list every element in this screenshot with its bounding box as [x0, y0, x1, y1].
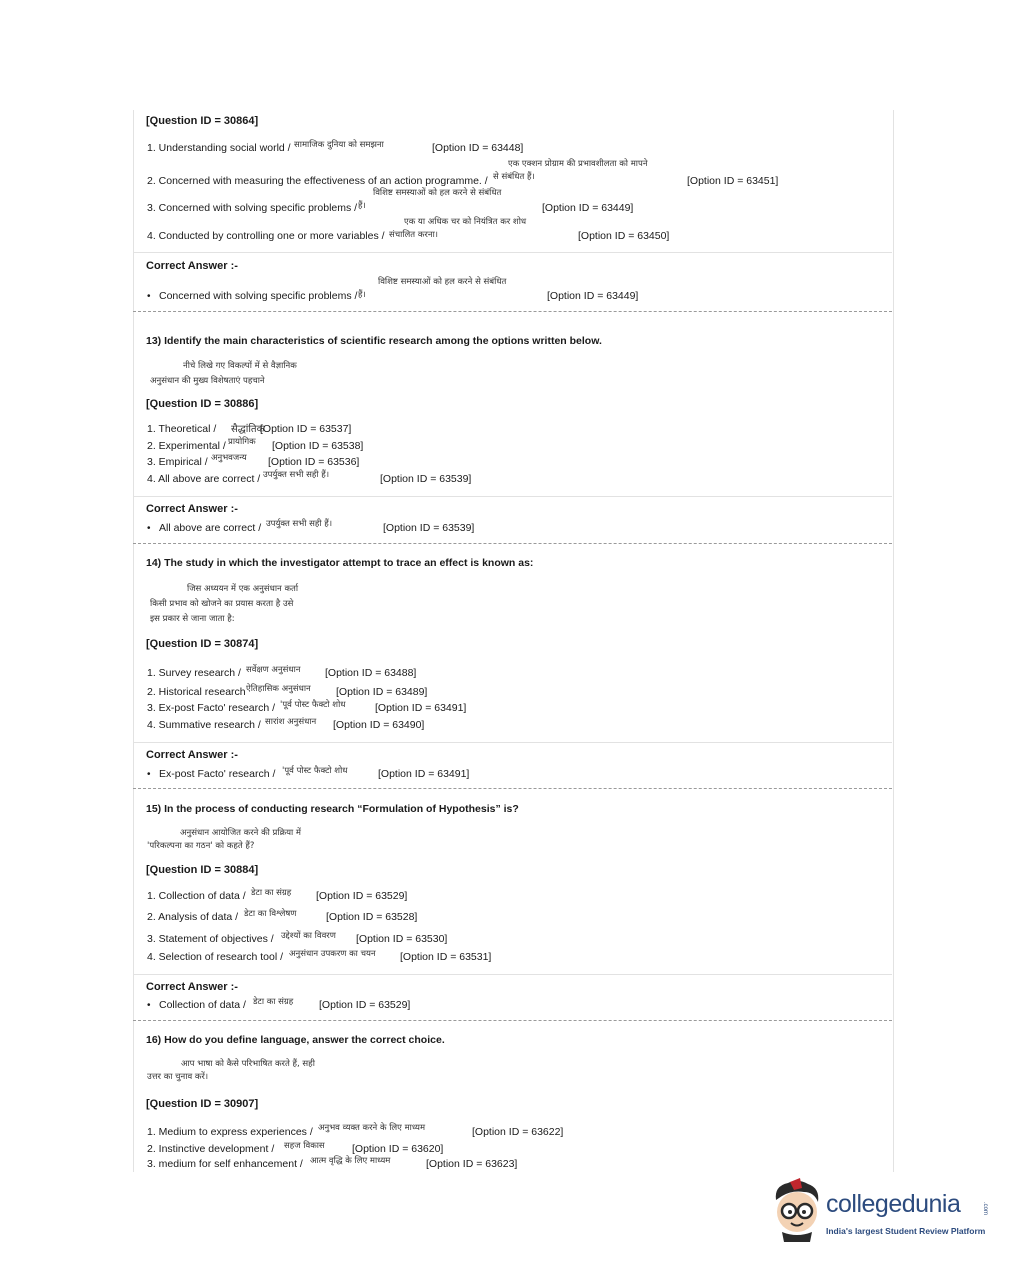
option-id: [Option ID = 63538] [272, 440, 364, 452]
option-hindi: से संबंधित हैं। [493, 172, 535, 182]
question-separator [133, 311, 892, 312]
correct-text: Collection of data / [159, 999, 246, 1011]
option-text: 3. Ex-post Facto' research / [147, 702, 276, 714]
question-hindi-line: अनुसंधान आयोजित करने की प्रक्रिया में [180, 828, 302, 838]
option-hindi: संचालित करना। [389, 230, 439, 240]
option-hindi: उद्देश्यों का विवरण [281, 931, 336, 941]
option-text: 1. Theoretical / [147, 423, 217, 435]
logo-tagline: India's largest Student Review Platform [826, 1226, 986, 1236]
option-id: [Option ID = 63448] [432, 142, 524, 154]
option-id: [Option ID = 63489] [336, 686, 428, 698]
option-id: [Option ID = 63491] [375, 702, 467, 714]
question-id: [Question ID = 30874] [146, 638, 259, 650]
option-id: [Option ID = 63450] [578, 230, 670, 242]
option-text: 4. Conducted by controlling one or more variables / [147, 230, 385, 242]
question-id: [Question ID = 30886] [146, 398, 259, 410]
correct-answer-label: Correct Answer :- [146, 749, 238, 761]
correct-option-id: [Option ID = 63491] [378, 768, 470, 780]
option-id: [Option ID = 63488] [325, 667, 417, 679]
option-hindi: सर्वेक्षण अनुसंधान [246, 665, 301, 675]
option-text: 2. Instinctive development / [147, 1143, 275, 1155]
correct-hindi-above: विशिष्ट समस्याओं को हल करने से संबंधित [378, 277, 507, 287]
correct-option-id: [Option ID = 63529] [319, 999, 411, 1011]
correct-answer-label: Correct Answer :- [146, 503, 238, 515]
correct-answer-label: Correct Answer :- [146, 260, 238, 272]
option-text: 4. All above are correct / [147, 473, 261, 485]
correct-option-id: [Option ID = 63449] [547, 290, 639, 302]
correct-answer-label: Correct Answer :- [146, 981, 238, 993]
option-id: [Option ID = 63529] [316, 890, 408, 902]
question-id: [Question ID = 30884] [146, 864, 259, 876]
option-id: [Option ID = 63451] [687, 175, 779, 187]
option-hindi: अनुभवजन्य [211, 453, 247, 463]
option-hindi: डेटा का संग्रह [251, 888, 292, 898]
option-hindi: डेटा का विश्लेषण [244, 909, 297, 919]
option-hindi-above: विशिष्ट समस्याओं को हल करने से संबंधित [373, 188, 502, 198]
option-text: 4. Summative research / [147, 719, 261, 731]
bullet: • [147, 523, 151, 534]
question-title: 14) The study in which the investigator attempt to trace an effect is known as: [146, 557, 534, 569]
option-hindi: हैं। [358, 201, 366, 211]
option-id: [Option ID = 63531] [400, 951, 492, 963]
correct-option-id: [Option ID = 63539] [383, 522, 475, 534]
question-title: 13) Identify the main characteristics of scientific research among the options written below. [146, 335, 602, 347]
question-hindi-line: उत्तर का चुनाव करें। [147, 1072, 209, 1082]
option-text: 3. Concerned with solving specific problems / [147, 202, 358, 214]
option-hindi: सैद्धांतिक [231, 424, 265, 435]
option-hindi-above: एक एक्शन प्रोग्राम की प्रभावशीलता को मापने [508, 159, 648, 169]
option-id: [Option ID = 63620] [352, 1143, 444, 1155]
correct-text: All above are correct / [159, 522, 262, 534]
option-text: 3. medium for self enhancement / [147, 1158, 303, 1170]
option-hindi-above: एक या अधिक चर को नियंत्रित कर शोध [404, 217, 527, 227]
option-hindi: अनुभव व्यक्त करने के लिए माध्यम [318, 1123, 426, 1133]
logo-name: collegedunia [826, 1190, 961, 1218]
question-hindi-line: आप भाषा को कैसे परिभाषित करते हैं, सही [181, 1059, 315, 1069]
bullet: • [147, 769, 151, 780]
correct-hindi: उपर्युक्त सभी सही हैं। [266, 519, 333, 529]
divider [133, 252, 892, 253]
bullet: • [147, 1000, 151, 1011]
option-hindi: उपर्युक्त सभी सही हैं। [263, 470, 330, 480]
divider [133, 496, 892, 497]
option-id: [Option ID = 63528] [326, 911, 418, 923]
mascot-icon [768, 1178, 824, 1244]
option-text: 2. Experimental / [147, 440, 226, 452]
option-text: 4. Selection of research tool / [147, 951, 283, 963]
option-text: 2. Analysis of data / [147, 911, 239, 923]
collegedunia-logo[interactable] [768, 1178, 998, 1248]
correct-text: Concerned with solving specific problems / [159, 290, 358, 302]
option-text: 2. Historical research [147, 686, 246, 698]
option-hindi: सहज विकास [284, 1141, 325, 1151]
option-text: 2. Concerned with measuring the effectiveness of an action programme. / [147, 175, 488, 187]
option-id: [Option ID = 63539] [380, 473, 472, 485]
option-id: [Option ID = 63622] [472, 1126, 564, 1138]
correct-text: Ex-post Facto' research / [159, 768, 276, 780]
option-hindi: आत्म वृद्धि के लिए माध्यम [310, 1156, 391, 1166]
option-text: 1. Medium to express experiences / [147, 1126, 313, 1138]
option-hindi: 'पूर्व पोस्ट फैक्टो शोध [280, 700, 346, 710]
question-hindi-line: जिस अध्ययन में एक अनुसंधान कर्ता [187, 584, 299, 594]
question-hindi-line: इस प्रकार से जाना जाता है: [150, 614, 235, 624]
option-id: [Option ID = 63449] [542, 202, 634, 214]
question-title: 15) In the process of conducting research “Formulation of Hypothesis” is? [146, 803, 519, 815]
option-hindi: प्रायोगिक [228, 437, 256, 447]
option-id: [Option ID = 63530] [356, 933, 448, 945]
question-id: [Question ID = 30907] [146, 1098, 259, 1110]
question-hindi-line: 'परिकल्पना का गठन' को कहते हैं? [147, 841, 255, 851]
option-hindi: सारांश अनुसंधान [265, 717, 317, 727]
bullet: • [147, 291, 151, 302]
option-text: 1. Survey research / [147, 667, 241, 679]
option-id: [Option ID = 63537] [260, 423, 352, 435]
option-id: [Option ID = 63536] [268, 456, 360, 468]
option-text: 1. Collection of data / [147, 890, 246, 902]
option-hindi: ऐतिहासिक अनुसंधान [246, 684, 311, 694]
option-id: [Option ID = 63623] [426, 1158, 518, 1170]
question-separator [133, 788, 892, 789]
question-separator [133, 1020, 892, 1021]
divider [133, 742, 892, 743]
question-separator [133, 543, 892, 544]
option-text: 1. Understanding social world / [147, 142, 291, 154]
correct-hindi: डेटा का संग्रह [253, 997, 294, 1007]
question-title: 16) How do you define language, answer the correct choice. [146, 1034, 445, 1046]
option-text: 3. Empirical / [147, 456, 208, 468]
question-hindi-line: किसी प्रभाव को खोजने का प्रयास करता है उसे [150, 599, 294, 609]
option-hindi: सामाजिक दुनिया को समझना [294, 140, 384, 150]
correct-hindi: 'पूर्व पोस्ट फैक्टो शोध [282, 766, 348, 776]
divider [133, 974, 892, 975]
correct-hindi: हैं। [358, 290, 366, 300]
question-id: [Question ID = 30864] [146, 115, 259, 127]
option-hindi: अनुसंधान उपकरण का चयन [289, 949, 376, 959]
question-hindi-line: नीचे लिखे गए विकल्पों में से वैज्ञानिक [183, 361, 297, 371]
question-hindi-line: अनुसंधान की मुख्य विशेषताएं पहचाने [150, 376, 265, 386]
logo-suffix: .com [982, 1202, 988, 1216]
option-text: 3. Statement of objectives / [147, 933, 274, 945]
option-id: [Option ID = 63490] [333, 719, 425, 731]
